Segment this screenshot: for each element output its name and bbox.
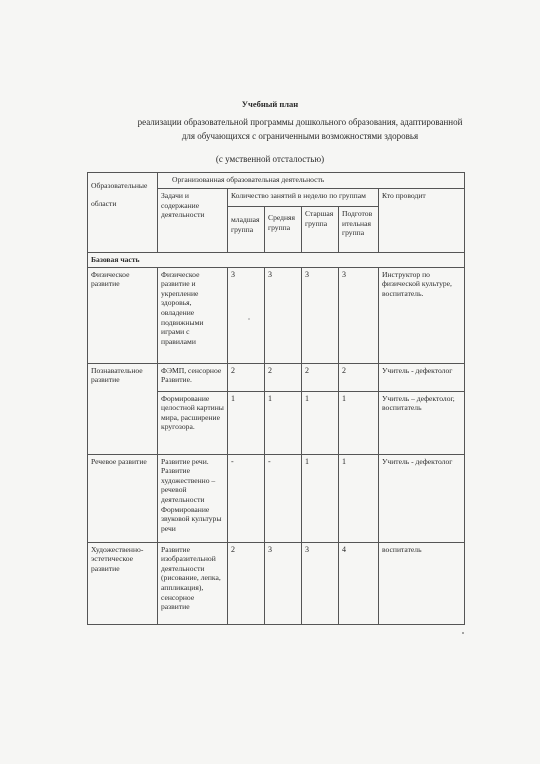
subtitle-line-2: для обучающихся с ограниченными возможностями здоровья xyxy=(181,131,419,141)
section-row xyxy=(88,253,465,268)
table-row xyxy=(88,363,465,391)
header-group-preparatory: Подготовительная группа xyxy=(339,207,379,253)
curriculum-table xyxy=(87,172,465,625)
row-value-senior: 3 xyxy=(302,267,339,363)
row-value-preparatory: 2 xyxy=(339,363,379,391)
row-value-senior: 2 xyxy=(302,363,339,391)
row-value-middle: 1 xyxy=(265,391,302,454)
section-basic: Базовая часть xyxy=(88,253,465,268)
subtitle-line-1: реализации образовательной программы дошкольного образования, адаптированной xyxy=(137,117,463,127)
row-area: Познавательное развитие xyxy=(88,363,158,454)
row-who: Учитель - дефектолог xyxy=(379,363,465,391)
header-areas: Образовательные области xyxy=(88,173,158,253)
row-who: Учитель - дефектолог xyxy=(379,454,465,542)
row-value-junior: 2 xyxy=(228,363,265,391)
row-value-middle: 3 xyxy=(265,542,302,624)
subtitle-note: (с умственной отсталостью) xyxy=(215,154,325,164)
header-who: Кто проводит xyxy=(379,189,465,253)
row-who: Учитель – дефектолог, воспитатель xyxy=(379,391,465,454)
header-row-1 xyxy=(88,173,465,189)
row-value-junior: 3 xyxy=(228,267,265,363)
header-organized: Организованная образовательная деятельность xyxy=(158,173,465,189)
row-value-senior: 1 xyxy=(302,391,339,454)
document-title: Учебный план xyxy=(241,99,299,109)
table-row xyxy=(88,454,465,542)
row-value-junior: 2 xyxy=(228,542,265,624)
row-task: Формирование целостной картины мира, расширение кругозора. xyxy=(158,391,228,454)
header-lessons-per-week: Количество занятий в неделю по группам xyxy=(228,189,379,207)
row-value-preparatory: 1 xyxy=(339,454,379,542)
row-who: воспитатель xyxy=(379,542,465,624)
row-task: Развитие изобразительной деятельности (рисование, лепка, аппликация), сенсорное развитие xyxy=(158,542,228,624)
row-who: Инструктор по физической культуре, воспитатель. xyxy=(379,267,465,363)
table-row xyxy=(88,267,465,363)
header-group-junior: младшая группа xyxy=(228,207,265,253)
row-value-senior: 3 xyxy=(302,542,339,624)
header-group-senior: Старшая группа xyxy=(302,207,339,253)
row-value-middle: 2 xyxy=(265,363,302,391)
row-value-middle: 3 xyxy=(265,267,302,363)
row-value-junior: - xyxy=(228,454,265,542)
scan-speck xyxy=(248,318,250,320)
header-tasks: Задачи и содержание деятельности xyxy=(158,189,228,253)
row-value-preparatory: 4 xyxy=(339,542,379,624)
row-value-senior: 1 xyxy=(302,454,339,542)
row-area: Речевое развитие xyxy=(88,454,158,542)
header-group-middle: Средняя группа xyxy=(265,207,302,253)
scan-speck xyxy=(462,632,464,634)
row-value-junior: 1 xyxy=(228,391,265,454)
row-value-preparatory: 1 xyxy=(339,391,379,454)
row-task: Развитие речи. Развитие художественно – речевой деятельности Формирование звуковой культуры речи xyxy=(158,454,228,542)
row-value-middle: - xyxy=(265,454,302,542)
row-area: Физическое развитие xyxy=(88,267,158,363)
table-row xyxy=(88,542,465,624)
row-task: Физическое развитие и укрепление здоровья, овладение подвижными играми с правилами xyxy=(158,267,228,363)
row-task: ФЭМП, сенсорное Развитие. xyxy=(158,363,228,391)
row-area: Художественно-эстетическое развитие xyxy=(88,542,158,624)
row-value-preparatory: 3 xyxy=(339,267,379,363)
